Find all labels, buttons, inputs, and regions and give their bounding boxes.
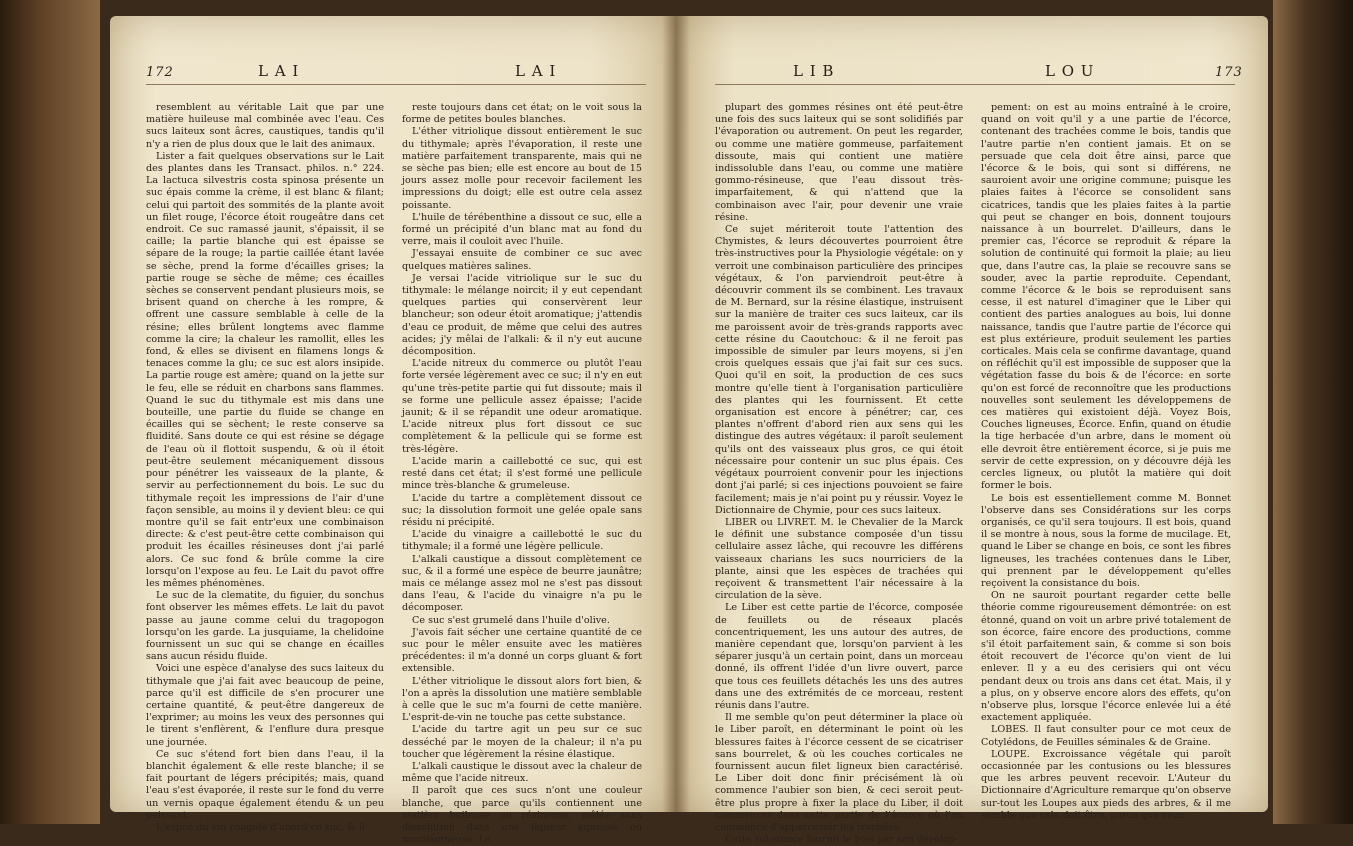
paragraph: L'acide nitreux du commerce ou plutôt l'eau forte versée légèrement avec ce suc; il n'y en eut qu'une très-petite partie qui fut dissoute; mais il se forme une pellicule assez épaisse; l'acide jaunit; & il se répandit une odeur aromatique. L'acide nitreux plus fort dissout ce suc complètement & la pellicule qui se forme est très-légère. (402, 358, 642, 455)
paragraph: On ne sauroit pourtant regarder cette belle théorie comme rigoureusement démontrée: on est étonné, quand on voit un arbre privé totalement de son écorce, faire encore des productions, comme s'il étoit parfaitement sain, & comme si son bois étoit recouvert de l'écorce qu'on vient de lui enlever. Il y a eu des cerisiers qui ont vécu pendant deux ou trois ans dans cet état. Mais, il y a plus, on y observe encore alors des effets, qu'on n'observe plus, lorsque l'écorce enlevée lui a été exactement appliquée. (981, 590, 1231, 724)
right-column-2 (981, 102, 1231, 821)
paragraph: L'éther vitriolique dissout entièrement le suc du tithymale; après l'évaporation, il reste une matière parfaitement transparente, mais qui ne se sèche pas bien; elle est encore au bout de 15 jours assez molle pour recevoir facilement les impressions du doigt; elle est outre cela assez poissante. (402, 126, 642, 211)
paragraph: Le suc de la clematite, du figuier, du sonchus font observer les mêmes effets. Le lait du pavot passe au jaune comme celui du tragopogon lorsqu'on les garde. La jusquiame, la chelidoine fournissent un suc qui se change en écailles sans aucun résidu fluide. (146, 590, 384, 663)
paragraph: L'alkali caustique le dissout avec la chaleur de même que l'acide nitreux. (402, 760, 642, 785)
paragraph: L'alkali caustique a dissout complètement ce suc, & il a formé une espèce de beurre jaunâtre; mais ce mélange assez mol ne s'est pas dissout dans l'eau, & l'acide du vinaigre n'a pu le décomposer. (402, 553, 642, 614)
left-column-1 (146, 102, 384, 833)
right-page-header-left: L I B (793, 62, 835, 80)
paragraph: Il paroît que ces sucs n'ont une couleur blanche, que parce qu'ils contiennent une matière huileuse ou résineuse, mêlée sans dissolution dans une liqueur aqueuse ou mucilagineuse. Le (402, 785, 642, 846)
right-page (675, 16, 1268, 846)
book-edge-left (0, 0, 100, 824)
left-page-number: 172 (146, 65, 174, 80)
paragraph: LOBES. Il faut consulter pour ce mot ceux de Cotylédons, de Feuilles séminales & de Graine. (981, 724, 1231, 748)
paragraph: L'éther vitriolique le dissout alors fort bien, & l'on a après la dissolution une matière semblable à celle que le suc m'a fourni de cette manière. L'esprit-de-vin ne touche pas cette substance. (402, 675, 642, 724)
paragraph: L'acide marin a caillebotté ce suc, qui est resté dans cet état; il s'est formé une pellicule mince très-blanche & grumeleuse. (402, 455, 642, 492)
paragraph: L'huile de térébenthine a dissout ce suc, elle a formé un précipité d'un blanc mat au fond du verre, mais il couloit avec l'huile. (402, 211, 642, 248)
left-page (110, 16, 675, 846)
right-page-number: 173 (1215, 65, 1243, 80)
paragraph: L'esprit du vin coagule d'abord ce suc, & il (156, 821, 365, 833)
paragraph: J'essayai ensuite de combiner ce suc avec quelques matières salines. (402, 248, 642, 272)
left-header-rule (146, 84, 646, 85)
left-column-2 (402, 102, 642, 846)
right-header-rule (715, 84, 1235, 85)
paragraph: plupart des gommes résines ont été peut-être une fois des sucs laiteux qui se sont solidifiés par l'évaporation ou autrement. On peut les regarder, ou comme une matière gommeuse, parfaitement dissoute, mais qui contient une matière indissoluble dans l'eau, ou comme une matière gommo-résineuse, que l'eau dissout très-imparfaitement, & qui n'attend que la combinaison avec l'air, pour devenir une vraie résine. (715, 102, 963, 223)
paragraph: L'acide du tartre a complètement dissout ce suc; la dissolution formoit une gelée opale sans résidu ni précipité. (402, 492, 642, 528)
paragraph: Il me semble qu'on peut déterminer la place où le Liber paroît, en déterminant le point où les blessures faites à l'écorce cessent de se cicatriser sans bourrelet, & où les couches corticales ne fournissent aucun filet ligneux bien caractérisé. Le Liber doit donc finir précisément là où commence l'aubier son bien, & ceci seroit peut-être plus propre à fixer la place du Liber, il doit commencer dans cette partie de l'écorce où l'on commence d'appercevoir les trachées. (715, 712, 963, 833)
paragraph: LOUPE. Excroissance végétale qui paroît occasionnée par les contusions ou les blessures que les arbres peuvent recevoir. L'Auteur du Dictionnaire d'Agriculture remarque qu'on observe sur-tout les Loupes aux pieds des arbres, & il me semble que cela doit être, parce que ceux (981, 748, 1231, 821)
paragraph: resemblent au véritable Lait que par une matière huileuse mal combinée avec l'eau. Ces sucs laiteux sont âcres, caustiques, tandis qu'il n'y a rien de plus doux que le lait des animaux. (146, 102, 384, 150)
paragraph: Voici une espèce d'analyse des sucs laiteux du tithymale que j'ai fait avec beaucoup de peine, parce qu'il est difficile de s'en procurer une certaine quantité, & peut-être dangereux de l'exprimer; au moins les veux des personnes qui le tirent s'enflèrent, & l'enflure dura presque une journée. (146, 663, 384, 748)
paragraph: reste toujours dans cet état; on le voit sous la forme de petites boules blanches. (402, 102, 642, 126)
paragraph: Ce suc s'étend fort bien dans l'eau, il la blanchit également & elle reste blanche; il se fait pourtant de légers précipités; mais, quand l'eau s'est évaporée, il reste sur le fond du verre un vernis opaque également étendu & un peu poissant. (146, 748, 384, 821)
book-gutter (662, 16, 690, 812)
left-page-header-left: L A I (258, 62, 300, 80)
right-page-header-right: L O U (1045, 62, 1095, 80)
right-column-1 (715, 102, 963, 846)
paragraph: Cette substance fournit le bois par son dévelop- (725, 834, 959, 846)
paragraph: L'acide du tartre agit un peu sur ce suc desséché par le moyen de la chaleur; il n'a pu toucher que légèrement la résine élastique. (402, 724, 642, 760)
book-edge-right (1273, 0, 1353, 824)
paragraph: pement: on est au moins entraîné à le croire, quand on voit qu'il y a une partie de l'écorce, contenant des trachées comme le bois, tandis que l'autre partie n'en contient jamais. Et on se persuade que cela doit être ainsi, parce que l'écorce & le bois, qui sont si différens, ne sauroient avoir une origine commune; puisque les plaies faites à l'écorce se consolident sans cicatrices, tandis que les plaies faites à la partie qui peut se changer en bois, donnent toujours naissance à un bourrelet. D'ailleurs, dans le premier cas, l'écorce se reproduit & répare la solution de continuité qui formoit la plaie; au lieu que, dans l'autre cas, la plaie se recouvre sans se souder, avec la partie reproduite. Cependant, comme l'écorce & le bois se reproduisent sans cesse, il est naturel d'imaginer que le Liber qui contient des parties analogues au bois, lui donne naissance, tandis que l'autre partie de l'écorce qui est plus extérieure, produit seulement les parties corticales. Mais cela se confirme davantage, quand on réfléchit qu'il est impossible de supposer que la végétation fasse du bois & de l'écorce: en sorte qu'on est forcé de reconnoître que les productions nouvelles sont seulement les développemens de ces matières qui existoient déjà. Voyez Bois, Couches ligneuses, Écorce. Enfin, quand on étudie la tige herbacée d'un arbre, dans le moment où elle devroit être entièrement écorce, si je puis me servir de cette expression, on y découvre déjà les cercles ligneux, ou plutôt la matière qui doit former le bois. (981, 102, 1231, 492)
paragraph: LIBER ou LIVRET. M. le Chevalier de la Marck le définit une substance composée d'un tissu cellulaire assez lâche, qui recouvre les différens vaisseaux charians les sucs nourriciers de la plante, ainsi que les espèces de trachées qui reçoivent & transmettent l'air nécessaire à la circulation de la sève. (715, 516, 963, 602)
left-page-header-right: L A I (515, 62, 557, 80)
paragraph: J'avois fait sécher une certaine quantité de ce suc pour le mêler ensuite avec les matières précédentes: il m'a donné un corps gluant & fort extensible. (402, 626, 642, 675)
paragraph: Lister a fait quelques observations sur le Lait des plantes dans les Transact. philos. n.° 224. La lactuca silvestris costa spinosa présente un suc épais comme la crème, il est blanc & filant; celui qui partoit des sommités de la plante avoit un filet rouge, l'écorce étoit rougeâtre dans cet endroit. Ce suc ramassé jaunit, s'épaissit, il se caille; la partie blanche qui est épaisse se sépare de la rouge; la partie caillée étant lavée se sèche, prend la forme d'écailles grises; la partie rouge se sèche de même; ces écailles sèches se conservent pendant plusieurs mois, se brisent quand on cherche à les rompre, & offrent une cassure semblable à celle de la résine; elles brûlent longtems avec flamme comme la cire; la chaleur les ramollit, elles les fond, & elles se divisent en filamens longs & tenaces comme la glu; ce suc est alors insipide. La partie rouge est amère; quand on la jette sur le feu, elle se réduit en charbons sans flammes. Quand le suc du tithymale est mis dans une bouteille, une partie du fluide se change en écailles qui se sèchent; le reste conserve sa fluidité. Sans doute ce qui est résine se dégage de l'eau où il flottoit suspendu, & où il étoit peut-être seulement mécaniquement dissous pour pénétrer les vaisseaux de la plante, & servir au perfectionnement du bois. Le suc du tithymale reçoit les impressions de l'air d'une façon sensible, au moins il y devient bleu: ce qui montre qu'il se fait entr'eux une combinaison directe: & c'est peut-être cette combinaison qui produit les écailles résineuses dont j'ai parlé alors. Ce suc fond & brûle comme la cire lorsqu'on l'expose au feu. Le Lait du pavot offre les mêmes phénomènes. (146, 150, 384, 589)
paragraph: Le Liber est cette partie de l'écorce, composée de feuillets ou de réseaux placés concentriquement, les uns autour des autres, de manière cependant que, lorsqu'on parvient à les séparer jusqu'à un certain point, dans un morceau donné, ils offrent l'idée d'un livre ouvert, parce que tous ces feuillets détachés les uns des autres dans une des extrémités de ce morceau, restent réunis dans l'autre. (715, 602, 963, 711)
paragraph: Le bois est essentiellement comme M. Bonnet l'observe dans ses Considérations sur les corps organisés, ce qu'il sera toujours. Il est bois, quand il se montre à nous, sous la forme de mucilage. Et, quand le Liber se change en bois, ce sont les fibres ligneuses, les trachées contenues dans le Liber, qui prennent par le développement qu'elles reçoivent la consistance du bois. (981, 492, 1231, 589)
paragraph: Ce sujet mériteroit toute l'attention des Chymistes, & leurs découvertes pourroient être très-instructives pour la Physiologie végétale: on y verroit une combinaison particulière des principes végétaux, & l'on parviendroit peut-être à découvrir comment ils se combinent. Les travaux de M. Bernard, sur la résine élastique, instruisent sur la manière de traiter ces sucs laiteux, car ils me paroissent avoir de très-grands rapports avec cette résine du Caoutchouc: & il ne feroit pas impossible de simuler par leurs moyens, si j'en crois quelques essais que j'ai fait sur ces sucs. Quoi qu'il en soit, la production de ces sucs montre qu'elle tient à l'organisation particulière des plantes qui les fournissent. Et cette organisation est encore à pénétrer; car, ces plantes n'offrent d'abord rien aux sens qui les distingue des autres végétaux: il paroît seulement qu'ils ont des vaisseaux plus gros, ce qui étoit nécessaire pour contenir un suc plus épais. Ces végétaux pourroient convenir pour les injections dont j'ai parlé; si ces injections pouvoient se faire facilement; mais je n'ai point pu y réussir. Voyez le Dictionnaire de Chymie, pour ces sucs laiteux. (715, 224, 963, 516)
paragraph: Je versai l'acide vitriolique sur le suc du tithymale: le mélange noircit; il y eut cependant quelques parties qui conservèrent leur blancheur; son odeur étoit aromatique; j'attendis d'eau ce produit, de même que celui des autres acides; j'y mêlai de l'alkali: & il n'y eut aucune décomposition. (402, 272, 642, 358)
paragraph: Ce suc s'est grumelé dans l'huile d'olive. (412, 614, 610, 626)
paragraph: L'acide du vinaigre a caillebotté le suc du tithymale; il a formé une légère pellicule. (402, 529, 642, 553)
